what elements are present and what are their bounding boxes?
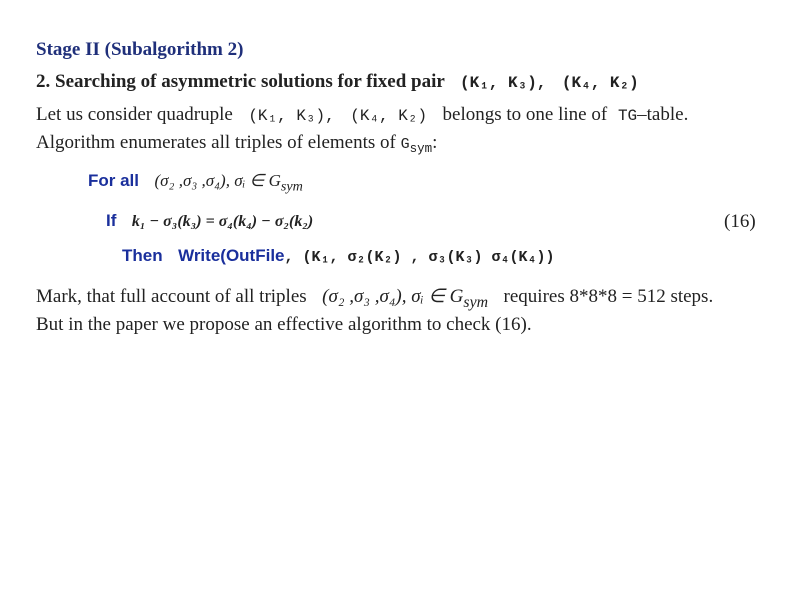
paragraph-1-line-1 — [36, 104, 688, 126]
text: –table. — [637, 104, 689, 125]
for-expression: (σ₂ ,σ₃ ,σ₄), σᵢ ∈ $G_{sym}$ — [154, 171, 303, 195]
write-keyword: Write( — [178, 246, 226, 265]
outfile-keyword: OutFile — [225, 246, 285, 265]
pair-k4-k2: (K₄, K₂) — [350, 107, 428, 125]
section-heading — [36, 71, 639, 93]
algo-then-line — [122, 246, 555, 266]
section-heading-text: 2. Searching of asymmetric solutions for fixed pair — [36, 71, 445, 92]
triples-expression: (σ₂ ,σ₃ ,σ₄), σᵢ ∈ $G_{sym}$ — [322, 286, 489, 311]
algo-if-line — [106, 211, 313, 231]
equation-number: (16) — [724, 211, 756, 232]
then-keyword: Then — [122, 246, 163, 265]
text: Mark, that full account of all triples — [36, 286, 307, 307]
text: requires 8*8*8 = 512 steps. — [503, 286, 714, 307]
algo-for-line — [88, 171, 303, 195]
if-keyword: If — [106, 211, 117, 230]
paragraph-2-line-1 — [36, 285, 713, 312]
set-gsym: $G_{sym}$ — [400, 136, 433, 156]
pair-k1-k3: (K₁, K₃), — [459, 74, 547, 92]
paragraph-2-line-2: But in the paper we propose an effective algorithm to check (16). — [36, 314, 532, 335]
write-arguments: , (K₁, σ₂(K₂) , σ₃(K₃) σ₄(K₄)) — [284, 249, 555, 266]
text: : — [432, 132, 438, 153]
pair-k1-k3: (K₁, K₃), — [248, 107, 335, 125]
text: Let us consider quadruple — [36, 104, 233, 125]
for-keyword: For all — [88, 171, 140, 190]
pair-k4-k2: (K₄, K₂) — [561, 74, 639, 92]
text: Algorithm enumerates all triples of elements of — [36, 132, 396, 153]
text: belongs to one line of — [442, 104, 608, 125]
stage-title: Stage II (Subalgorithm 2) — [36, 39, 244, 60]
if-expression: k₁ − σ₃(k₃) = σ₄(k₄) − σ₂(k₂) — [131, 213, 314, 230]
paragraph-1-line-2 — [36, 132, 437, 156]
table-name: TG — [617, 107, 638, 125]
